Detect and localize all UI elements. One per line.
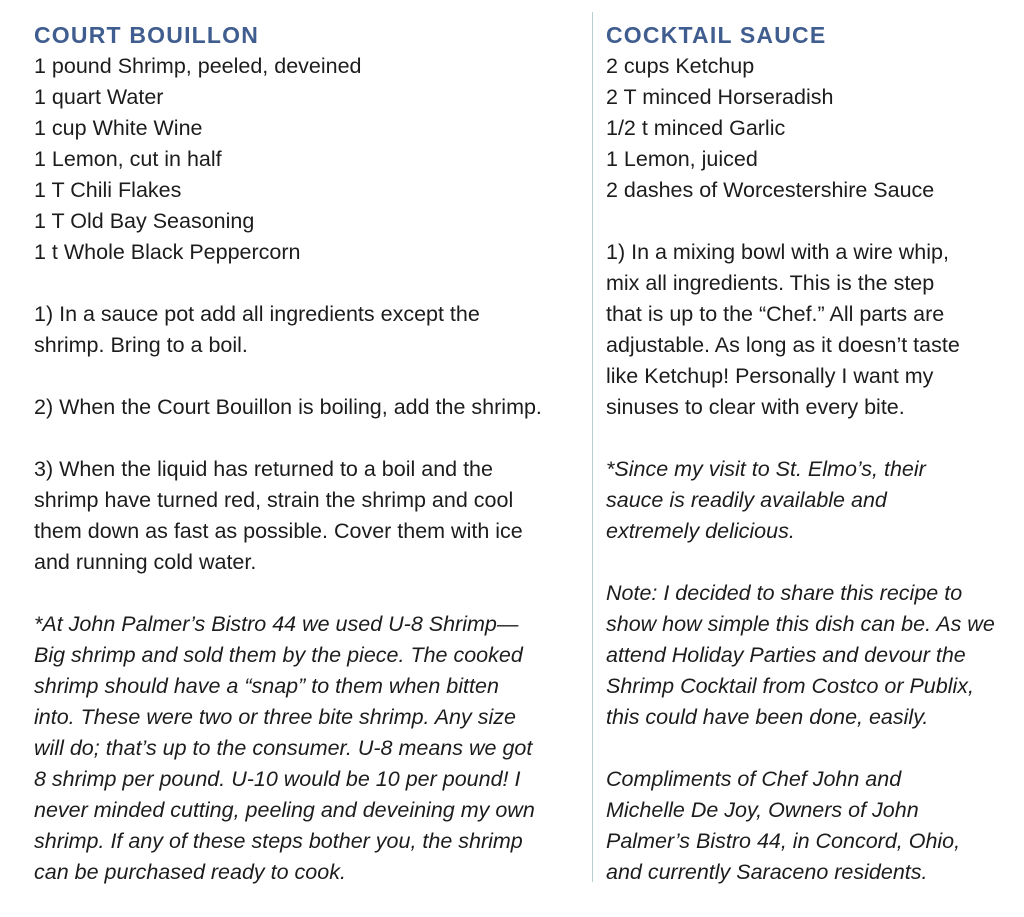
ingredient-line: 1 Lemon, juiced xyxy=(606,147,758,171)
ingredient-line: 1 quart Water xyxy=(34,85,164,109)
step-line: like Ketchup! Personally I want my xyxy=(606,364,934,388)
credit-line: and currently Saraceno residents. xyxy=(606,860,928,884)
ingredient-line: 1/2 t minced Garlic xyxy=(606,116,786,140)
note-line: show how simple this dish can be. As we xyxy=(606,612,995,636)
ingredient-line: 2 T minced Horseradish xyxy=(606,85,834,109)
step-line: mix all ingredients. This is the step xyxy=(606,271,935,295)
note-line: 8 shrimp per pound. U-10 would be 10 per pound! I xyxy=(34,767,521,791)
ingredient-line: 2 dashes of Worcestershire Sauce xyxy=(606,178,935,202)
note-line: sauce is readily available and xyxy=(606,488,887,512)
ingredient-line: 1 Lemon, cut in half xyxy=(34,147,222,171)
note-line: will do; that’s up to the consumer. U-8 means we got xyxy=(34,736,533,760)
cocktail-sauce-title: COCKTAIL SAUCE xyxy=(606,22,827,48)
court-bouillon-column xyxy=(34,20,586,888)
note-line: Shrimp Cocktail from Costco or Publix, xyxy=(606,674,974,698)
step-line: them down as fast as possible. Cover them with ice xyxy=(34,519,523,543)
step-line: that is up to the “Chef.” All parts are xyxy=(606,302,945,326)
step-line: 1) In a mixing bowl with a wire whip, xyxy=(606,240,949,264)
step-line: 1) In a sauce pot add all ingredients except the xyxy=(34,302,480,326)
court-bouillon-step-1 xyxy=(34,299,586,361)
column-divider xyxy=(592,12,593,882)
cocktail-sauce-column xyxy=(606,20,1018,888)
st-elmos-note xyxy=(606,454,1018,547)
ingredient-line: 1 t Whole Black Peppercorn xyxy=(34,240,301,264)
step-line: 3) When the liquid has returned to a boil and the xyxy=(34,457,493,481)
note-line: this could have been done, easily. xyxy=(606,705,929,729)
step-line: and running cold water. xyxy=(34,550,257,574)
shrimp-size-note xyxy=(34,609,586,888)
ingredient-line: 2 cups Ketchup xyxy=(606,54,755,78)
step-line: shrimp have turned red, strain the shrimp and cool xyxy=(34,488,514,512)
note-line: into. These were two or three bite shrimp. Any size xyxy=(34,705,516,729)
step-line: 2) When the Court Bouillon is boiling, add the shrimp. xyxy=(34,395,542,419)
compliments-credit xyxy=(606,764,1018,888)
credit-line: Michelle De Joy, Owners of John xyxy=(606,798,919,822)
step-line: adjustable. As long as it doesn’t taste xyxy=(606,333,960,357)
note-line: can be purchased ready to cook. xyxy=(34,860,346,884)
court-bouillon-step-2 xyxy=(34,392,586,423)
credit-line: Compliments of Chef John and xyxy=(606,767,902,791)
note-line: Note: I decided to share this recipe to xyxy=(606,581,963,605)
court-bouillon-ingredients xyxy=(34,51,586,268)
ingredient-line: 1 T Chili Flakes xyxy=(34,178,182,202)
step-line: sinuses to clear with every bite. xyxy=(606,395,905,419)
ingredient-line: 1 T Old Bay Seasoning xyxy=(34,209,255,233)
note-line: *Since my visit to St. Elmo’s, their xyxy=(606,457,926,481)
note-line: extremely delicious. xyxy=(606,519,795,543)
cocktail-sauce-ingredients xyxy=(606,51,1018,206)
note-line: Big shrimp and sold them by the piece. The cooked xyxy=(34,643,523,667)
step-line: shrimp. Bring to a boil. xyxy=(34,333,248,357)
share-note xyxy=(606,578,1018,733)
credit-line: Palmer’s Bistro 44, in Concord, Ohio, xyxy=(606,829,961,853)
note-line: never minded cutting, peeling and deveining my own xyxy=(34,798,535,822)
ingredient-line: 1 pound Shrimp, peeled, deveined xyxy=(34,54,362,78)
note-line: shrimp should have a “snap” to them when bitten xyxy=(34,674,499,698)
ingredient-line: 1 cup White Wine xyxy=(34,116,203,140)
court-bouillon-title: COURT BOUILLON xyxy=(34,22,260,48)
note-line: attend Holiday Parties and devour the xyxy=(606,643,966,667)
cocktail-sauce-step-1 xyxy=(606,237,1018,423)
note-line: *At John Palmer’s Bistro 44 we used U-8 Shrimp— xyxy=(34,612,519,636)
court-bouillon-step-3 xyxy=(34,454,586,578)
note-line: shrimp. If any of these steps bother you, the shrimp xyxy=(34,829,523,853)
